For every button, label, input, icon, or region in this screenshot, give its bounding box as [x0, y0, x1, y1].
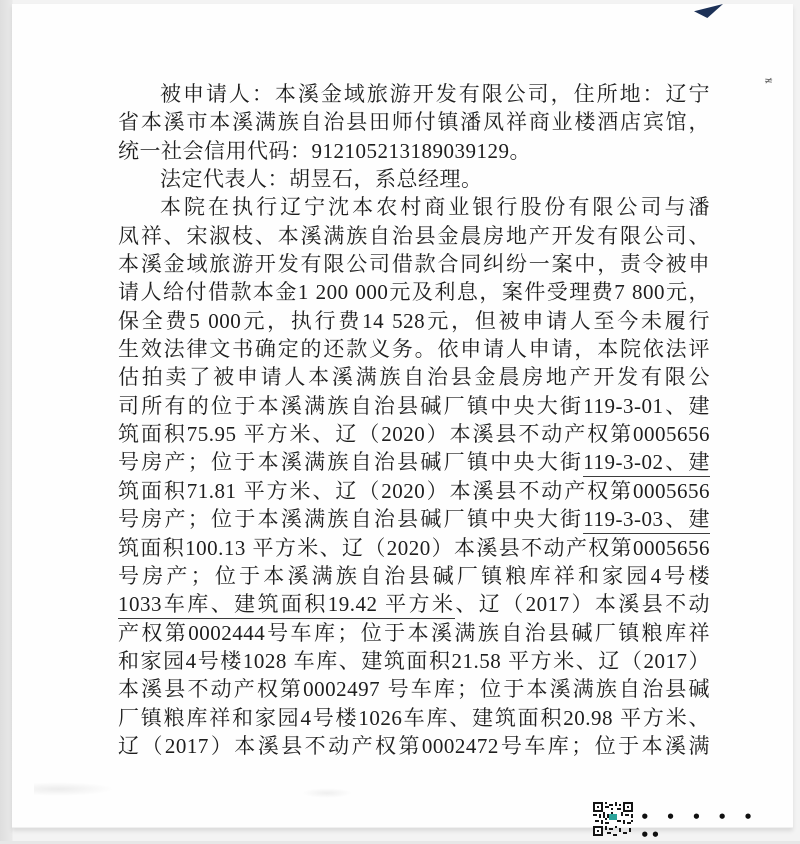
text-run: 号房产；位于本溪满族自治县碱厂镇中央大街	[118, 450, 584, 475]
scan-smudge	[302, 788, 352, 798]
underlined-text: 75.95	[187, 422, 237, 448]
text-run: 厂镇粮库祥和家园	[118, 705, 301, 730]
text-line	[118, 448, 710, 476]
text-line	[118, 222, 710, 250]
text-line	[118, 80, 710, 108]
text-line	[118, 392, 710, 420]
text-run: 平方米、辽（2017）	[501, 648, 710, 673]
text-line	[118, 193, 710, 221]
text-run: 和家园4号楼	[118, 648, 243, 673]
text-run: 号房产；位于本溪满族自治县碱厂镇粮库祥和	[118, 563, 603, 588]
text-line	[118, 477, 710, 505]
underlined-text: 119-3-01、建	[583, 394, 710, 420]
document-body	[118, 80, 710, 760]
text-run: 号房产；位于本溪满族自治县碱厂镇中央大街	[118, 507, 584, 532]
text-run: 、辽（2017）本溪县不动	[455, 592, 710, 617]
text-run: 保全费5 000元，执行费14 528元，但被申请人至今未履行	[118, 308, 710, 333]
text-run: 司所有的位于本溪满族自治县碱厂镇中央大街	[118, 393, 584, 418]
text-line	[118, 250, 710, 278]
text-line	[118, 562, 710, 590]
text-line	[118, 590, 710, 618]
text-run: 生效法律文书确定的还款义务。依申请人申请，本院依法评	[118, 337, 710, 362]
qr-code	[593, 802, 633, 836]
text-line	[118, 675, 710, 703]
text-line	[118, 732, 710, 760]
document-page	[12, 4, 793, 844]
separator-dots: • • • • • ••	[640, 808, 754, 844]
text-line	[118, 307, 710, 335]
text-line	[118, 647, 710, 675]
text-run: 产权第0002444号车库；位于本溪满族自治县碱厂镇粮库祥	[118, 620, 710, 645]
text-run: 凤祥、宋淑枝、本溪满族自治县金晨房地产开发有限公司、	[118, 223, 710, 248]
text-run: 本溪金域旅游开发有限公司借款合同纠纷一案中，责令被申	[118, 252, 710, 277]
qr-center-accent	[609, 814, 617, 820]
text-run: 统一社会信用代码：912105213189039129。	[118, 138, 531, 163]
underlined-text: 家园4号楼	[602, 564, 710, 590]
text-run: 省本溪市本溪满族自治县田师付镇潘凤祥商业楼酒店宾馆，	[118, 110, 710, 135]
text-run: 平方米、辽（2020）本溪县不动产权第0005656	[236, 478, 710, 503]
underlined-text: 100.13	[185, 536, 246, 562]
text-run: 本院在执行辽宁沈本农村商业银行股份有限公司与潘	[160, 195, 710, 220]
text-line	[118, 420, 710, 448]
text-run: 筑面积	[118, 478, 187, 503]
text-run: 法定代表人：胡昱石，系总经理。	[160, 167, 483, 192]
page-corner-fold-mark	[694, 4, 723, 18]
underlined-text: 1028 车库、建筑面积21.58	[243, 649, 501, 675]
text-line	[118, 335, 710, 363]
text-line	[118, 619, 710, 647]
underlined-text: 119-3-02、建	[583, 450, 710, 476]
text-line	[118, 363, 710, 391]
text-run: 请人给付借款本金1 200 000元及利息，案件受理费7 800元，	[118, 280, 710, 305]
text-line	[118, 137, 710, 165]
text-run: 平方米、辽（2020）本溪县不动产权第0005656	[236, 422, 710, 447]
text-run: 、	[688, 705, 710, 730]
text-line	[118, 704, 710, 732]
text-line	[118, 108, 710, 136]
text-run: 旅游开发有限公司，住所地：辽宁	[366, 82, 710, 106]
underlined-text: 1033车库、建筑面积19.42 平方米	[118, 592, 455, 618]
text-line	[118, 534, 710, 562]
scan-smudge	[34, 782, 114, 796]
text-run: 筑面积	[118, 422, 187, 447]
margin-stray-mark: ≠	[763, 73, 775, 88]
text-run: 平方米、辽（2020）本溪县不动产权第0005656	[245, 535, 710, 560]
text-line	[118, 278, 710, 306]
text-line	[118, 505, 710, 533]
underlined-text: 4号楼1026车库、建筑面积20.98 平方米	[300, 706, 688, 732]
text-run: 本溪县不动产权第0002497 号车库；位于本溪满族自治县碱	[118, 677, 710, 702]
underlined-text: 71.81	[187, 479, 237, 505]
text-run: 筑面积	[118, 535, 186, 560]
text-run: 辽（2017）本溪县不动产权第0002472号车库；位于本溪满	[118, 733, 710, 758]
text-run: 估拍卖了被申请人本溪满族自治县金晨房地产开发有限公	[118, 365, 710, 390]
text-line	[118, 165, 710, 193]
underlined-text: 119-3-03、建	[583, 507, 710, 533]
underlined-text: 被申请人：本溪金域	[160, 82, 367, 108]
